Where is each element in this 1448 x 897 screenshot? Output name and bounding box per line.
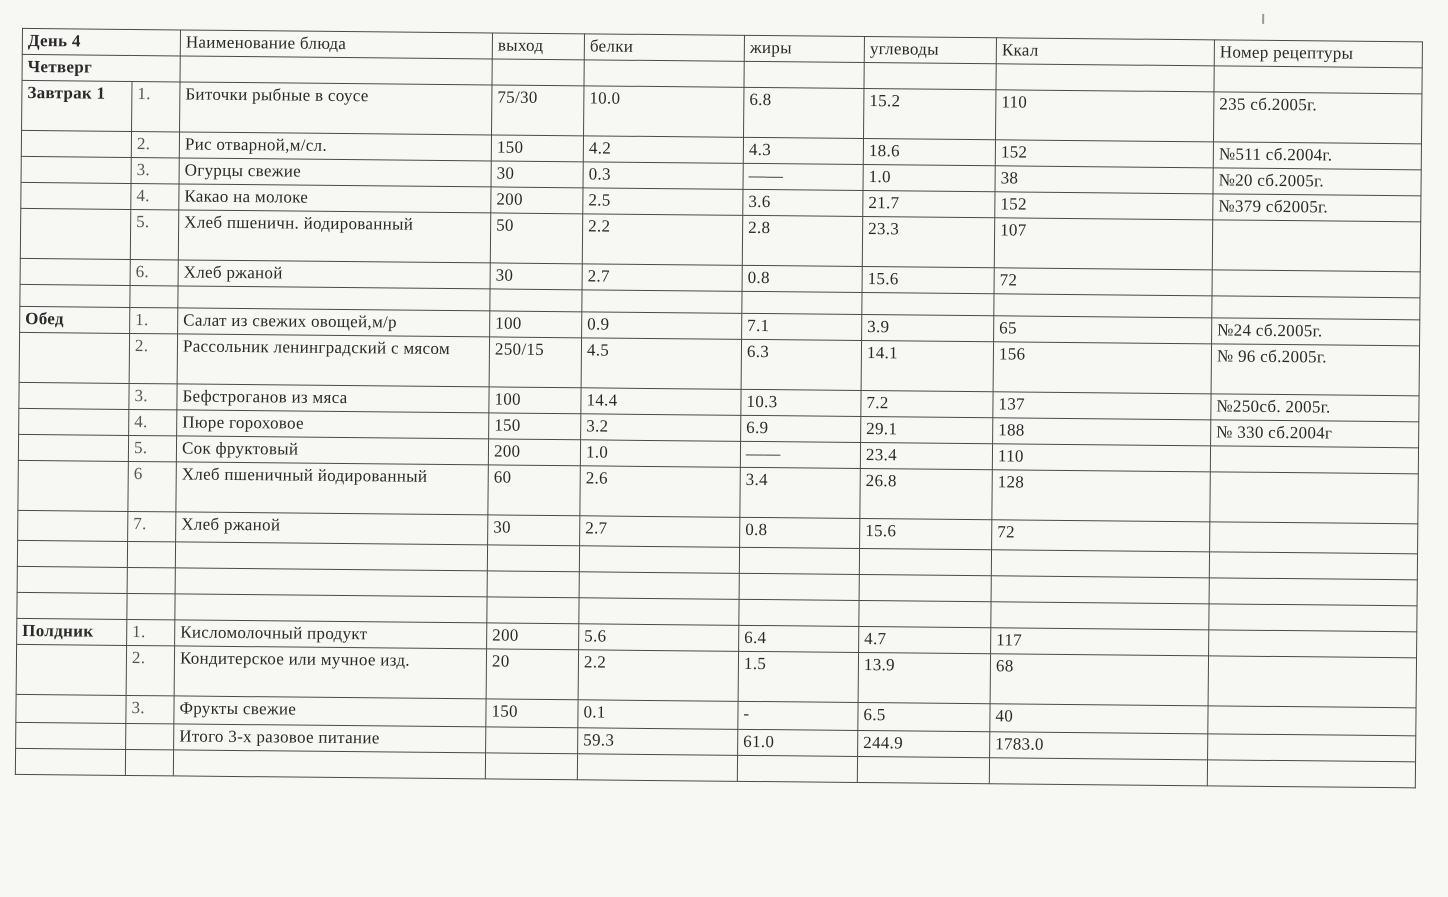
- meal-cell: [16, 694, 126, 723]
- protein-value: 0.9: [582, 312, 742, 340]
- col-carbs-header: углеводы: [864, 37, 996, 64]
- empty-cell: [1212, 296, 1420, 320]
- recipe-number: №379 сб2005г.: [1213, 194, 1421, 222]
- fat-value: 3.4: [740, 467, 860, 518]
- kcal-value: 188: [993, 418, 1211, 446]
- empty-cell: [862, 292, 994, 315]
- carbs-value: 14.1: [861, 340, 993, 391]
- empty-cell: [739, 573, 859, 600]
- protein-value: 2.5: [583, 188, 743, 216]
- col-protein-header: белки: [584, 34, 744, 62]
- yield-value: 200: [491, 187, 583, 214]
- weekday-label: Четверг: [22, 54, 180, 82]
- recipe-number: №250сб. 2005г.: [1211, 394, 1419, 422]
- fat-value: 10.3: [741, 389, 861, 416]
- dish-name: Пюре гороховое: [177, 410, 489, 439]
- recipe-number: [1210, 446, 1418, 474]
- protein-value: 2.7: [580, 516, 740, 548]
- total-label: Итого 3-х разовое питание: [174, 724, 486, 753]
- carbs-value: 18.6: [863, 139, 995, 166]
- col-dish-header: Наименование блюда: [180, 30, 492, 59]
- row-number: 4.: [129, 409, 177, 435]
- carbs-value: 13.9: [858, 652, 990, 703]
- col-recipe-header: Номер рецептуры: [1214, 40, 1422, 68]
- empty-cell: [991, 602, 1209, 630]
- yield-value: 20: [486, 649, 578, 700]
- meal-cell: [19, 408, 129, 435]
- empty-cell: [1209, 578, 1417, 606]
- yield-value: 150: [489, 413, 581, 440]
- kcal-value: 107: [994, 218, 1212, 270]
- empty-cell: [739, 547, 859, 574]
- col-fat-header: жиры: [744, 35, 864, 62]
- empty-cell: [487, 571, 579, 598]
- row-number: 5.: [130, 209, 178, 259]
- recipe-number: [1212, 270, 1420, 298]
- kcal-value: 110: [992, 444, 1210, 472]
- empty-cell: [17, 540, 127, 567]
- fat-value: 4.3: [743, 137, 863, 164]
- empty-cell: [579, 546, 739, 574]
- dish-name: Рассольник ленинградский с мясом: [177, 334, 489, 387]
- fat-value: 2.8: [742, 215, 862, 266]
- empty-cell: [859, 574, 991, 601]
- empty-cell: [1209, 552, 1417, 580]
- protein-value: 2.6: [580, 466, 740, 518]
- kcal-value: 40: [990, 704, 1208, 734]
- carbs-value: 15.6: [860, 518, 992, 549]
- yield-value: 100: [489, 387, 581, 414]
- yield-value: 50: [490, 213, 582, 264]
- empty-cell: [130, 285, 178, 307]
- yield-value: 30: [491, 161, 583, 188]
- recipe-number: [1208, 706, 1416, 736]
- row-number: 3.: [129, 383, 177, 409]
- meal-cell: [18, 460, 128, 511]
- dish-name: Хлеб пшеничн. йодированный: [178, 210, 490, 263]
- yield-value: 75/30: [492, 85, 584, 136]
- kcal-value: 72: [994, 268, 1212, 296]
- empty-cell: [17, 592, 127, 619]
- row-number: 2.: [126, 645, 174, 695]
- empty-cell: [175, 594, 487, 623]
- empty-cell: [485, 753, 577, 780]
- recipe-number: [1210, 472, 1418, 524]
- dish-name: Рис отварной,м/сл.: [179, 132, 491, 161]
- meal-cell: [20, 258, 130, 285]
- kcal-value: 110: [996, 90, 1214, 142]
- empty-cell: [1209, 604, 1417, 632]
- empty-cell: [490, 289, 582, 312]
- total-kcal: 1783.0: [990, 732, 1208, 760]
- fat-value: ——: [743, 163, 863, 190]
- empty-cell: [579, 572, 739, 600]
- meal-cell: [20, 208, 130, 259]
- meal-cell: [19, 332, 129, 383]
- yield-value: 30: [490, 263, 582, 290]
- dish-name: Биточки рыбные в соусе: [180, 82, 492, 135]
- dish-name: Сок фруктовый: [176, 436, 488, 465]
- fat-value: 6.8: [744, 87, 864, 138]
- kcal-value: 156: [993, 342, 1211, 394]
- yield-value: 200: [488, 439, 580, 466]
- meal-label: Завтрак 1: [22, 80, 132, 131]
- protein-value: 2.7: [582, 264, 742, 292]
- total-carbs: 244.9: [858, 730, 990, 757]
- kcal-value: 128: [992, 470, 1210, 522]
- dish-name: Кондитерское или мучное изд.: [174, 646, 486, 699]
- empty-cell: [577, 754, 737, 782]
- recipe-number: №24 сб.2005г.: [1212, 318, 1420, 346]
- carbs-value: 26.8: [860, 468, 992, 519]
- protein-value: 2.2: [582, 214, 742, 266]
- fat-value: 1.5: [738, 651, 858, 702]
- empty-cell: [487, 597, 579, 624]
- carbs-value: 21.7: [863, 191, 995, 218]
- carbs-value: 1.0: [863, 165, 995, 192]
- kcal-value: 117: [991, 628, 1209, 656]
- meal-cell: [19, 382, 129, 409]
- scan-mark: [1262, 14, 1264, 24]
- empty-cell: [989, 758, 1207, 786]
- empty-cell: [742, 291, 862, 314]
- protein-value: 0.1: [578, 700, 738, 730]
- kcal-value: 65: [994, 316, 1212, 344]
- empty-cell: [178, 286, 490, 311]
- dish-name: Бефстроганов из мяса: [177, 384, 489, 413]
- carbs-value: 7.2: [861, 390, 993, 417]
- carbs-value: 15.6: [862, 267, 994, 294]
- fat-value: -: [738, 701, 858, 730]
- meal-cell: [21, 156, 131, 183]
- kcal-value: 72: [992, 520, 1210, 552]
- empty-cell: [859, 548, 991, 575]
- protein-value: 10.0: [584, 86, 744, 138]
- protein-value: 14.4: [581, 388, 741, 416]
- menu-table: [15, 28, 1423, 788]
- empty-cell: [16, 722, 126, 749]
- protein-value: 4.5: [581, 338, 741, 390]
- protein-value: 3.2: [581, 414, 741, 442]
- day-label: День 4: [22, 28, 180, 56]
- row-number: 2.: [129, 333, 177, 383]
- meal-label: Полдник: [17, 618, 127, 645]
- dish-name: Хлеб ржаной: [176, 512, 488, 545]
- fat-value: 0.8: [742, 265, 862, 292]
- empty-cell: [20, 284, 130, 307]
- carbs-value: 4.7: [859, 626, 991, 653]
- recipe-number: № 330 сб.2004г: [1211, 420, 1419, 448]
- fat-value: ——: [740, 441, 860, 468]
- empty-cell: [739, 599, 859, 626]
- carbs-value: 23.4: [860, 442, 992, 469]
- total-yield: [486, 727, 578, 754]
- row-number: 1.: [130, 307, 178, 333]
- empty-cell: [859, 600, 991, 627]
- carbs-value: 15.2: [864, 89, 996, 140]
- empty-cell: [127, 593, 175, 619]
- empty-cell: [1207, 760, 1415, 788]
- kcal-value: 137: [993, 392, 1211, 420]
- row-number: 4.: [131, 183, 179, 209]
- fat-value: 7.1: [742, 313, 862, 340]
- col-kcal-header: Ккал: [996, 38, 1214, 66]
- meal-cell: [21, 130, 131, 157]
- yield-value: 60: [488, 465, 580, 516]
- carbs-value: 29.1: [861, 416, 993, 443]
- dish-name: Хлеб ржаной: [178, 260, 490, 289]
- protein-value: 0.3: [583, 162, 743, 190]
- yield-value: 100: [490, 311, 582, 338]
- carbs-value: 3.9: [862, 314, 994, 341]
- row-number: 6.: [130, 259, 178, 285]
- empty-cell: [127, 541, 175, 567]
- empty-cell: [125, 749, 173, 775]
- total-fat: 61.0: [738, 729, 858, 756]
- fat-value: 0.8: [740, 517, 860, 548]
- empty-cell: [857, 756, 989, 783]
- meal-label: Обед: [20, 306, 130, 333]
- row-number: 1.: [127, 619, 175, 645]
- kcal-value: 152: [995, 192, 1213, 220]
- row-number: 3.: [126, 695, 174, 723]
- empty-cell: [579, 598, 739, 626]
- empty-cell: [1208, 734, 1416, 762]
- dish-name: Фрукты свежие: [174, 696, 486, 727]
- empty-cell: [994, 294, 1212, 318]
- empty-cell: [175, 542, 487, 571]
- empty-cell: [582, 290, 742, 314]
- col-yield-header: выход: [492, 33, 584, 60]
- row-number: 1.: [132, 81, 180, 131]
- dish-name: Хлеб пшеничный йодированный: [176, 462, 488, 515]
- fat-value: 6.9: [741, 415, 861, 442]
- recipe-number: №511 сб.2004г.: [1213, 142, 1421, 170]
- empty-cell: [991, 550, 1209, 578]
- row-number: 3.: [131, 157, 179, 183]
- dish-name: Огурцы свежие: [179, 158, 491, 187]
- row-number: 6: [128, 461, 176, 511]
- fat-value: 6.4: [739, 625, 859, 652]
- yield-value: 30: [488, 515, 580, 546]
- kcal-value: 38: [995, 166, 1213, 194]
- protein-value: 4.2: [583, 136, 743, 164]
- dish-name: Салат из свежих овощей,м/р: [178, 308, 490, 337]
- protein-value: 2.2: [578, 650, 738, 702]
- recipe-number: № 96 сб.2005г.: [1211, 344, 1419, 396]
- kcal-value: 152: [995, 140, 1213, 168]
- meal-cell: [18, 434, 128, 461]
- recipe-number: [1208, 656, 1416, 708]
- recipe-number: [1209, 630, 1417, 658]
- empty-cell: [17, 566, 127, 593]
- yield-value: 150: [486, 699, 578, 728]
- empty-cell: [173, 750, 485, 779]
- meal-cell: [21, 182, 131, 209]
- total-protein: 59.3: [578, 728, 738, 756]
- row-number: 5.: [128, 435, 176, 461]
- recipe-number: 235 сб.2005г.: [1213, 92, 1421, 144]
- empty-cell: [737, 755, 857, 782]
- empty-cell: [991, 576, 1209, 604]
- row-number: 7.: [128, 511, 176, 541]
- meal-cell: [18, 510, 128, 541]
- recipe-number: [1212, 220, 1420, 272]
- empty-cell: [15, 748, 125, 775]
- meal-cell: [16, 644, 126, 695]
- row-number: 2.: [131, 131, 179, 157]
- yield-value: 200: [487, 623, 579, 650]
- fat-value: 3.6: [743, 189, 863, 216]
- empty-cell: [175, 568, 487, 597]
- carbs-value: 6.5: [858, 702, 990, 731]
- kcal-value: 68: [990, 654, 1208, 706]
- protein-value: 5.6: [579, 624, 739, 652]
- dish-name: Какао на молоке: [179, 184, 491, 213]
- dish-name: Кисломолочный продукт: [175, 620, 487, 649]
- fat-value: 6.3: [741, 339, 861, 390]
- recipe-number: [1210, 522, 1418, 554]
- empty-cell: [487, 545, 579, 572]
- yield-value: 150: [491, 135, 583, 162]
- yield-value: 250/15: [489, 337, 581, 388]
- empty-cell: [126, 723, 174, 749]
- recipe-number: №20 сб.2005г.: [1213, 168, 1421, 196]
- carbs-value: 23.3: [862, 217, 994, 268]
- protein-value: 1.0: [580, 440, 740, 468]
- empty-cell: [127, 567, 175, 593]
